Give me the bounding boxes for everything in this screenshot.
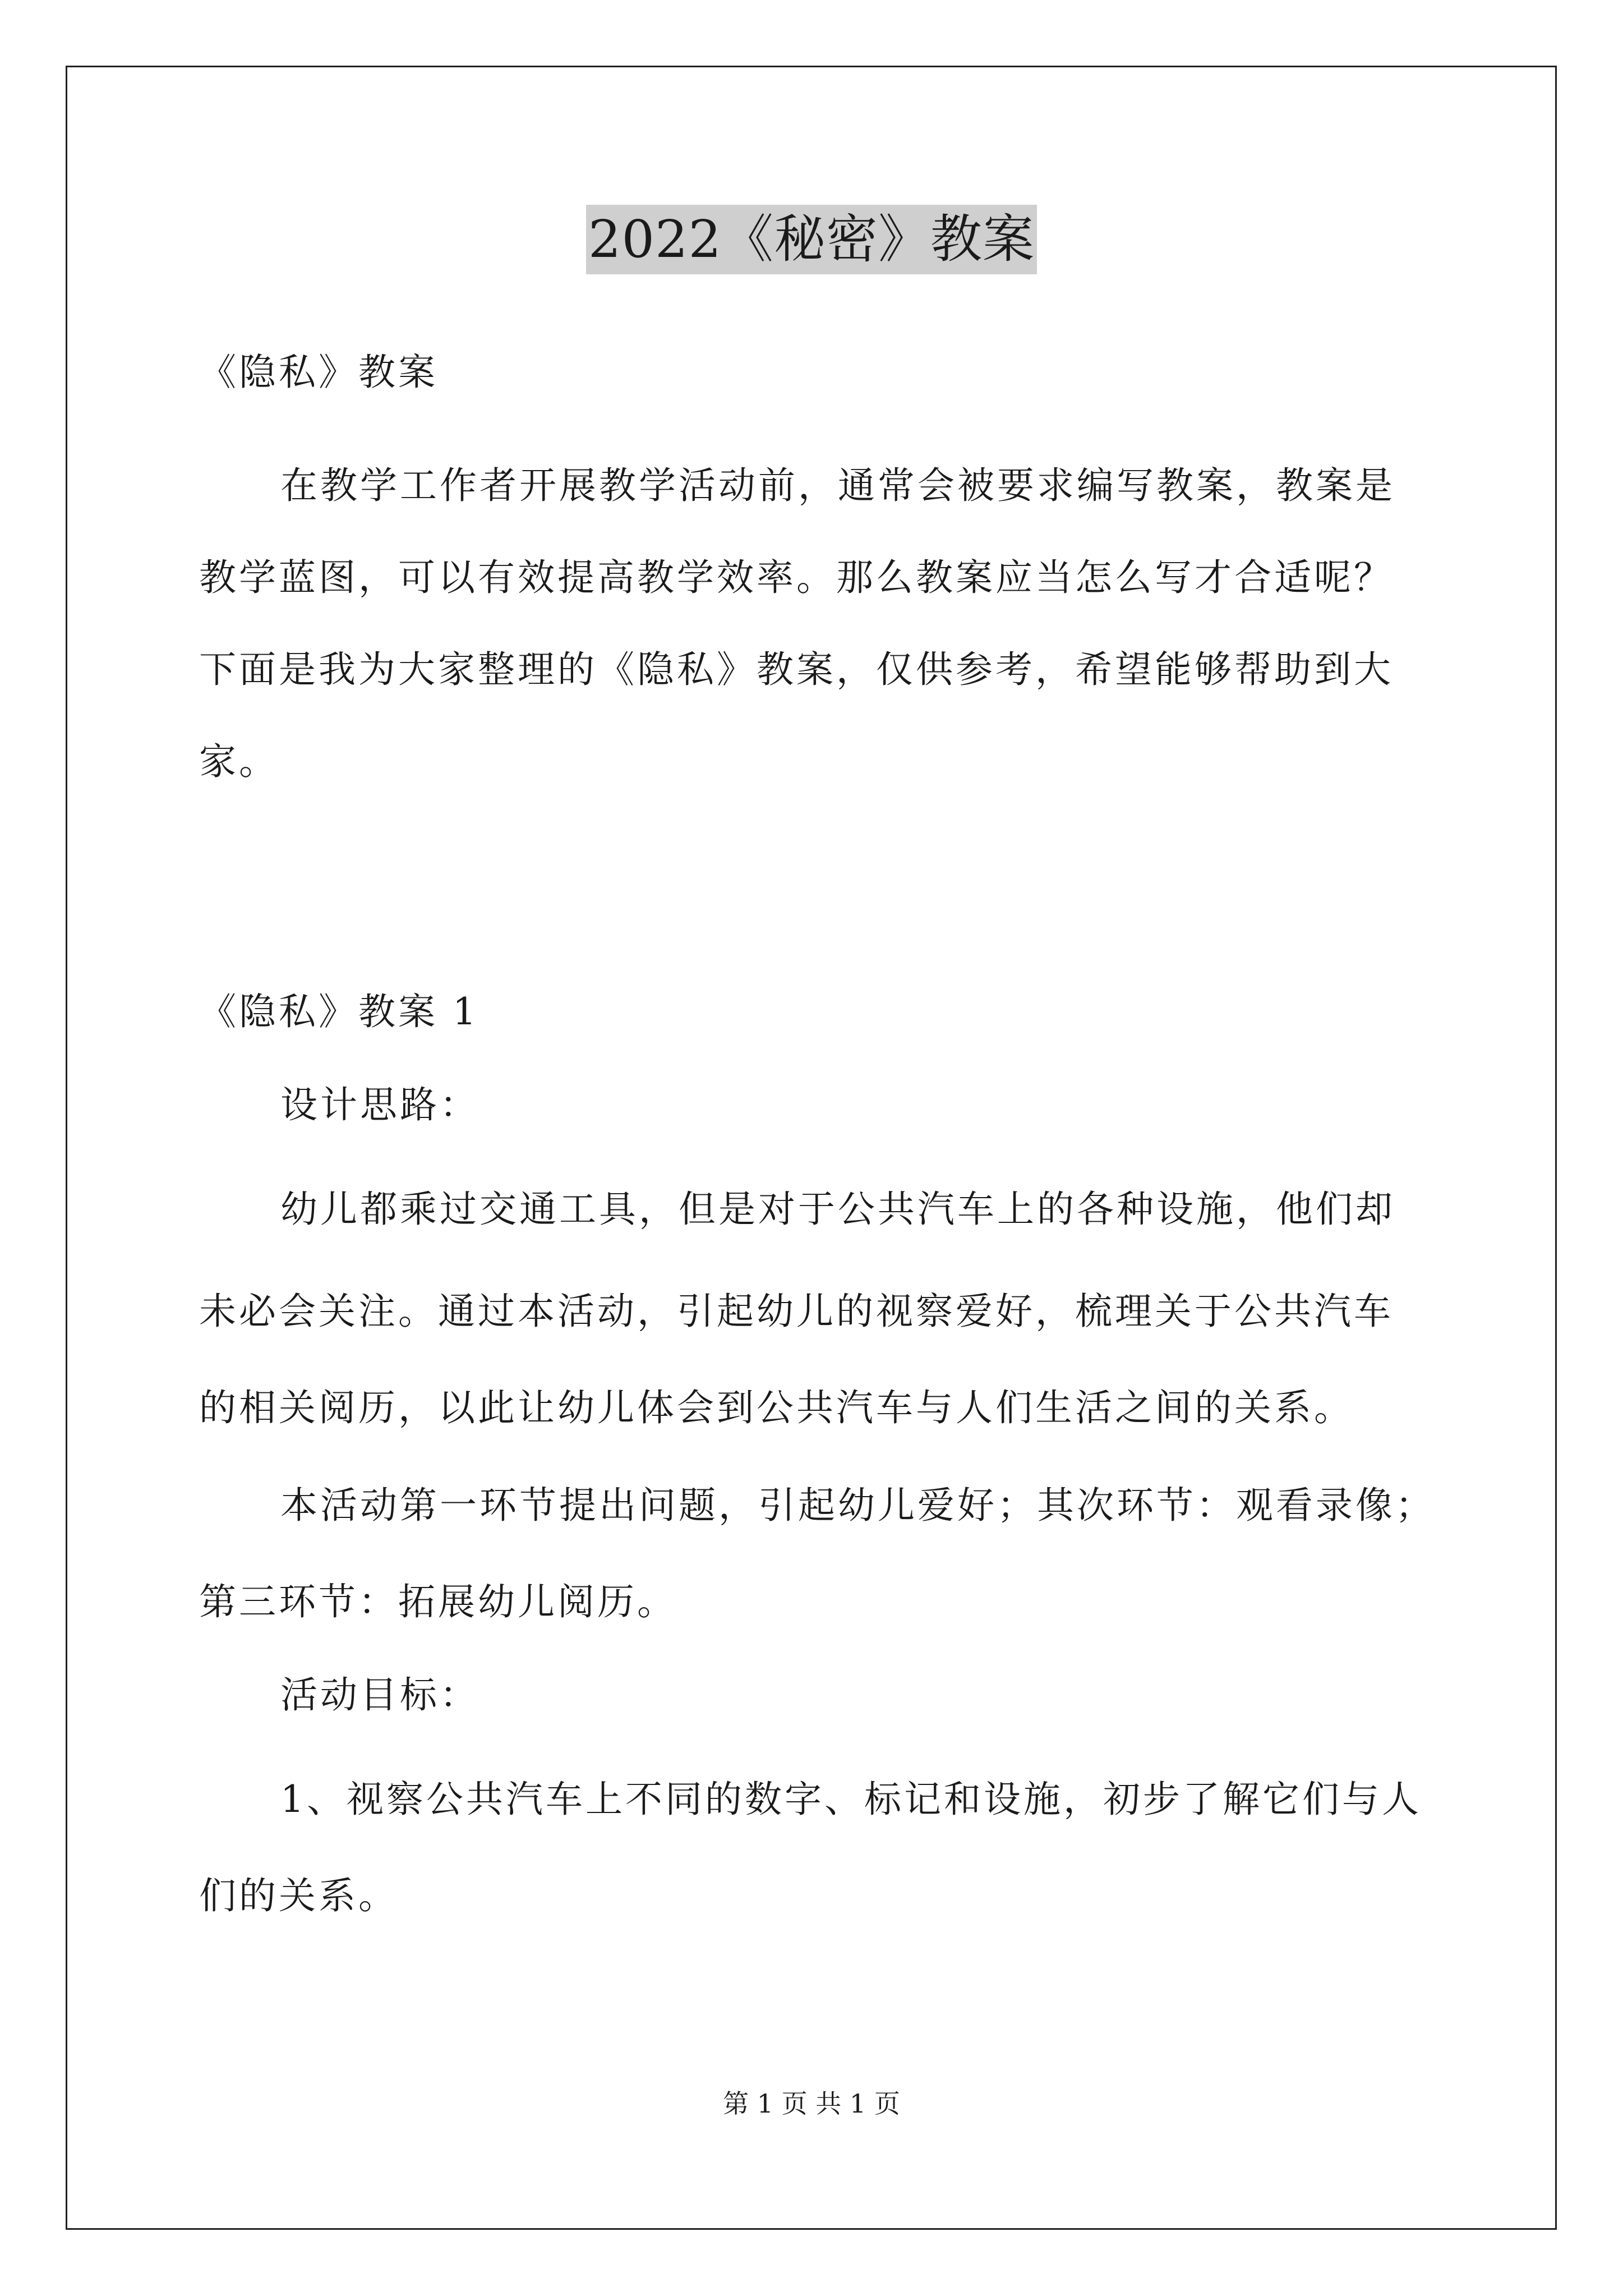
document-title: 2022《秘密》教案 bbox=[586, 205, 1037, 274]
paragraph-line: 幼儿都乘过交通工具，但是对于公共汽车上的各种设施，他们却 bbox=[280, 1188, 1395, 1231]
heading-section-1: 《隐私》教案 1 bbox=[199, 990, 479, 1033]
paragraph-line: 第三环节：拓展幼儿阅历。 bbox=[199, 1580, 677, 1623]
paragraph-line: 的相关阅历，以此让幼儿体会到公共汽车与人们生活之间的关系。 bbox=[199, 1386, 1354, 1429]
paragraph-line: 在教学工作者开展教学活动前，通常会被要求编写教案，教案是 bbox=[280, 464, 1395, 507]
paragraph-line: 下面是我为大家整理的《隐私》教案，仅供参考，希望能够帮助到大 bbox=[199, 648, 1394, 691]
paragraph-line: 家。 bbox=[199, 740, 279, 783]
page-footer bbox=[0, 2087, 1623, 2120]
heading-intro: 《隐私》教案 bbox=[199, 351, 438, 394]
list-item: 1、视察公共汽车上不同的数字、标记和设施，初步了解它们与人 bbox=[280, 1778, 1422, 1821]
list-item-continuation: 们的关系。 bbox=[199, 1874, 398, 1917]
subheading-design: 设计思路： bbox=[280, 1083, 479, 1126]
document-title-wrapper bbox=[0, 205, 1623, 274]
paragraph-line: 本活动第一环节提出问题，引起幼儿爱好；其次环节：观看录像； bbox=[280, 1484, 1435, 1527]
page-number: 第 1 页 共 1 页 bbox=[723, 2088, 900, 2119]
paragraph-line: 未必会关注。通过本活动，引起幼儿的视察爱好，梳理关于公共汽车 bbox=[199, 1290, 1394, 1333]
subheading-goals: 活动目标： bbox=[280, 1673, 479, 1717]
paragraph-line: 教学蓝图，可以有效提高教学效率。那么教案应当怎么写才合适呢？ bbox=[199, 556, 1394, 599]
